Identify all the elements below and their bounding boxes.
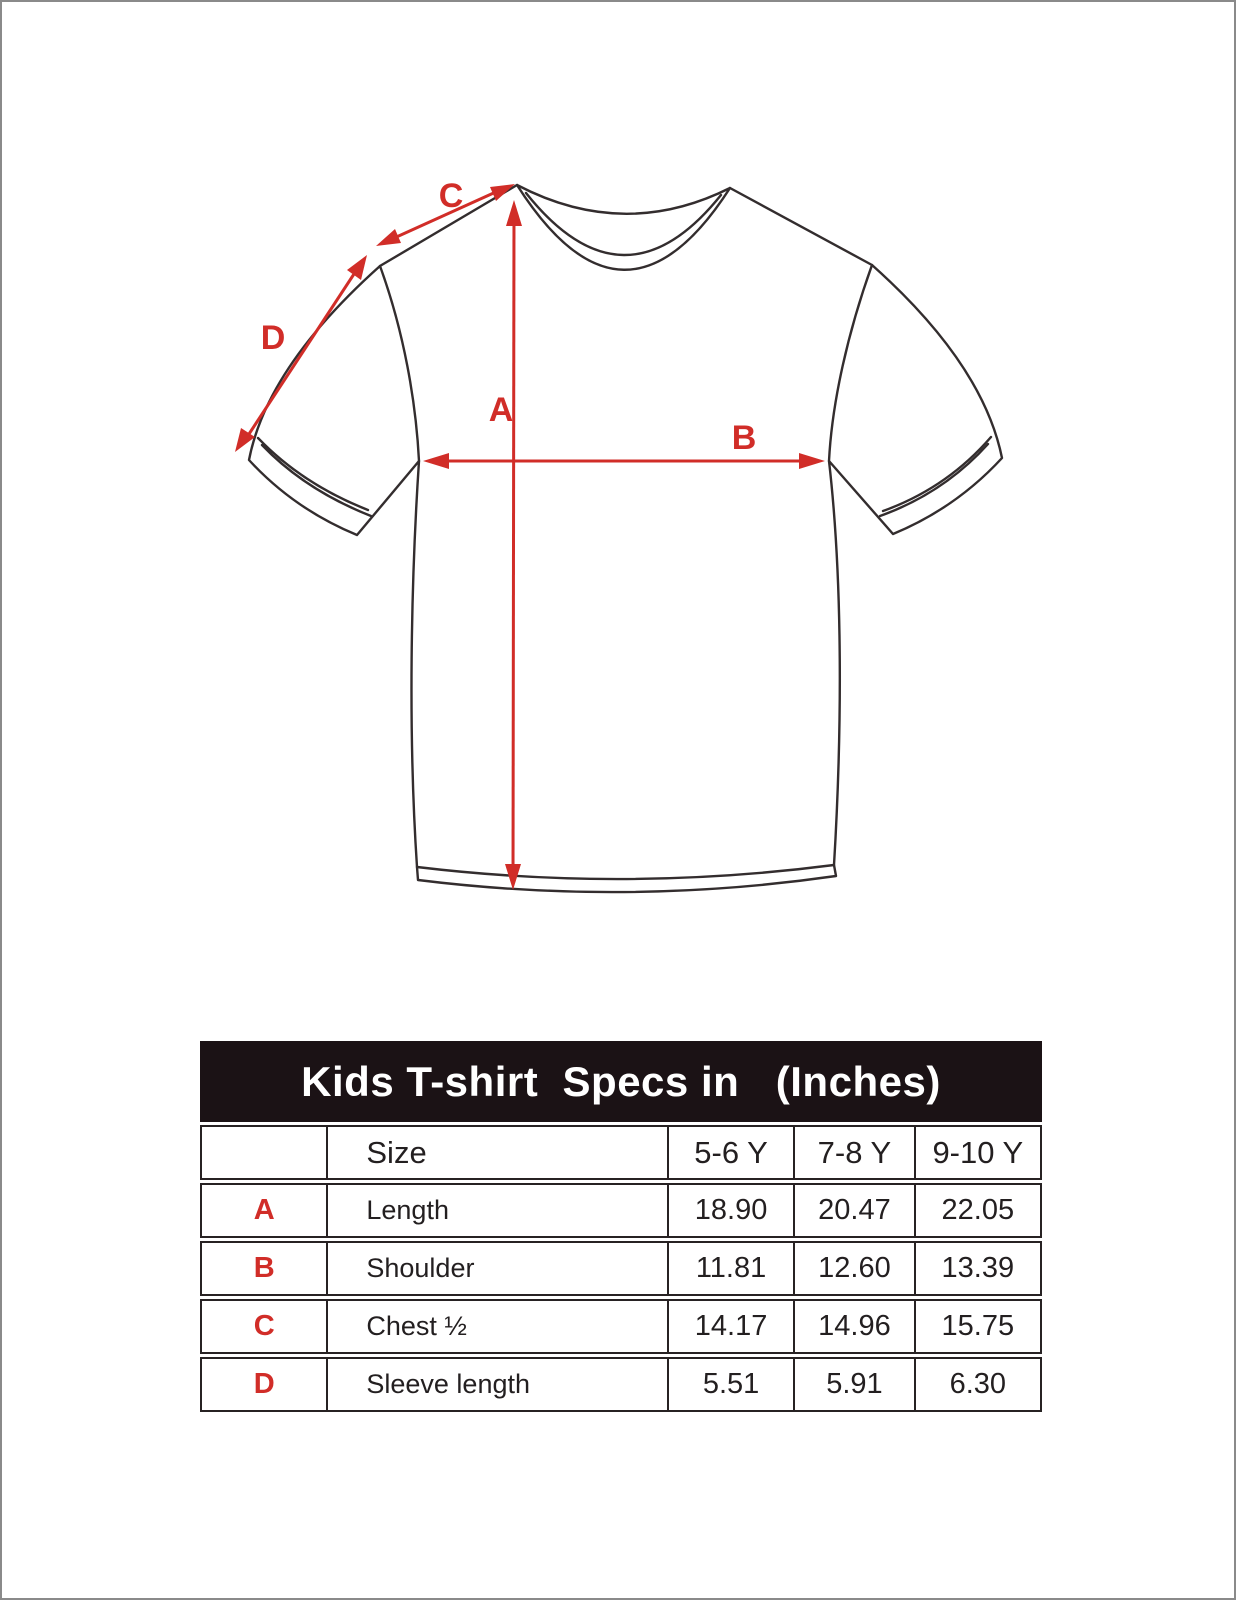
tshirt-diagram (2, 2, 1236, 1002)
row-value: 13.39 (914, 1243, 1040, 1294)
table-row-shoulder (200, 1241, 1042, 1296)
row-key: C (253, 1310, 275, 1342)
row-value: 20.47 (793, 1185, 913, 1236)
table-title: Kids T-shirt Specs in (Inches) (200, 1041, 1042, 1122)
row-key: B (253, 1252, 275, 1284)
row-value: 5.91 (793, 1359, 913, 1410)
table-row-chest (200, 1299, 1042, 1354)
row-value: 6.30 (914, 1359, 1040, 1410)
measure-label-d: D (260, 319, 286, 357)
row-value: 22.05 (914, 1185, 1040, 1236)
header-size-5-6y: 5-6 Y (667, 1127, 793, 1178)
header-size-label: Size (326, 1127, 666, 1178)
row-label: Shoulder (326, 1243, 666, 1294)
measure-label-a: A (488, 391, 514, 429)
table-row-sleeve (200, 1357, 1042, 1412)
row-value: 12.60 (793, 1243, 913, 1294)
measure-label-b: B (731, 419, 757, 457)
row-label: Chest ½ (326, 1301, 666, 1352)
row-value: 14.17 (667, 1301, 793, 1352)
table-header-row (200, 1125, 1042, 1180)
tshirt-outline (249, 185, 1002, 892)
row-label: Sleeve length (326, 1359, 666, 1410)
header-size-7-8y: 7-8 Y (793, 1127, 913, 1178)
measure-label-c: C (438, 177, 464, 215)
row-key: D (253, 1368, 275, 1400)
header-key-cell (202, 1127, 326, 1178)
row-value: 5.51 (667, 1359, 793, 1410)
row-value: 15.75 (914, 1301, 1040, 1352)
row-value: 11.81 (667, 1243, 793, 1294)
row-key: A (253, 1194, 275, 1226)
table-row-length (200, 1183, 1042, 1238)
header-size-9-10y: 9-10 Y (914, 1127, 1040, 1178)
spec-table (200, 1041, 1042, 1412)
row-label: Length (326, 1185, 666, 1236)
row-value: 18.90 (667, 1185, 793, 1236)
row-value: 14.96 (793, 1301, 913, 1352)
